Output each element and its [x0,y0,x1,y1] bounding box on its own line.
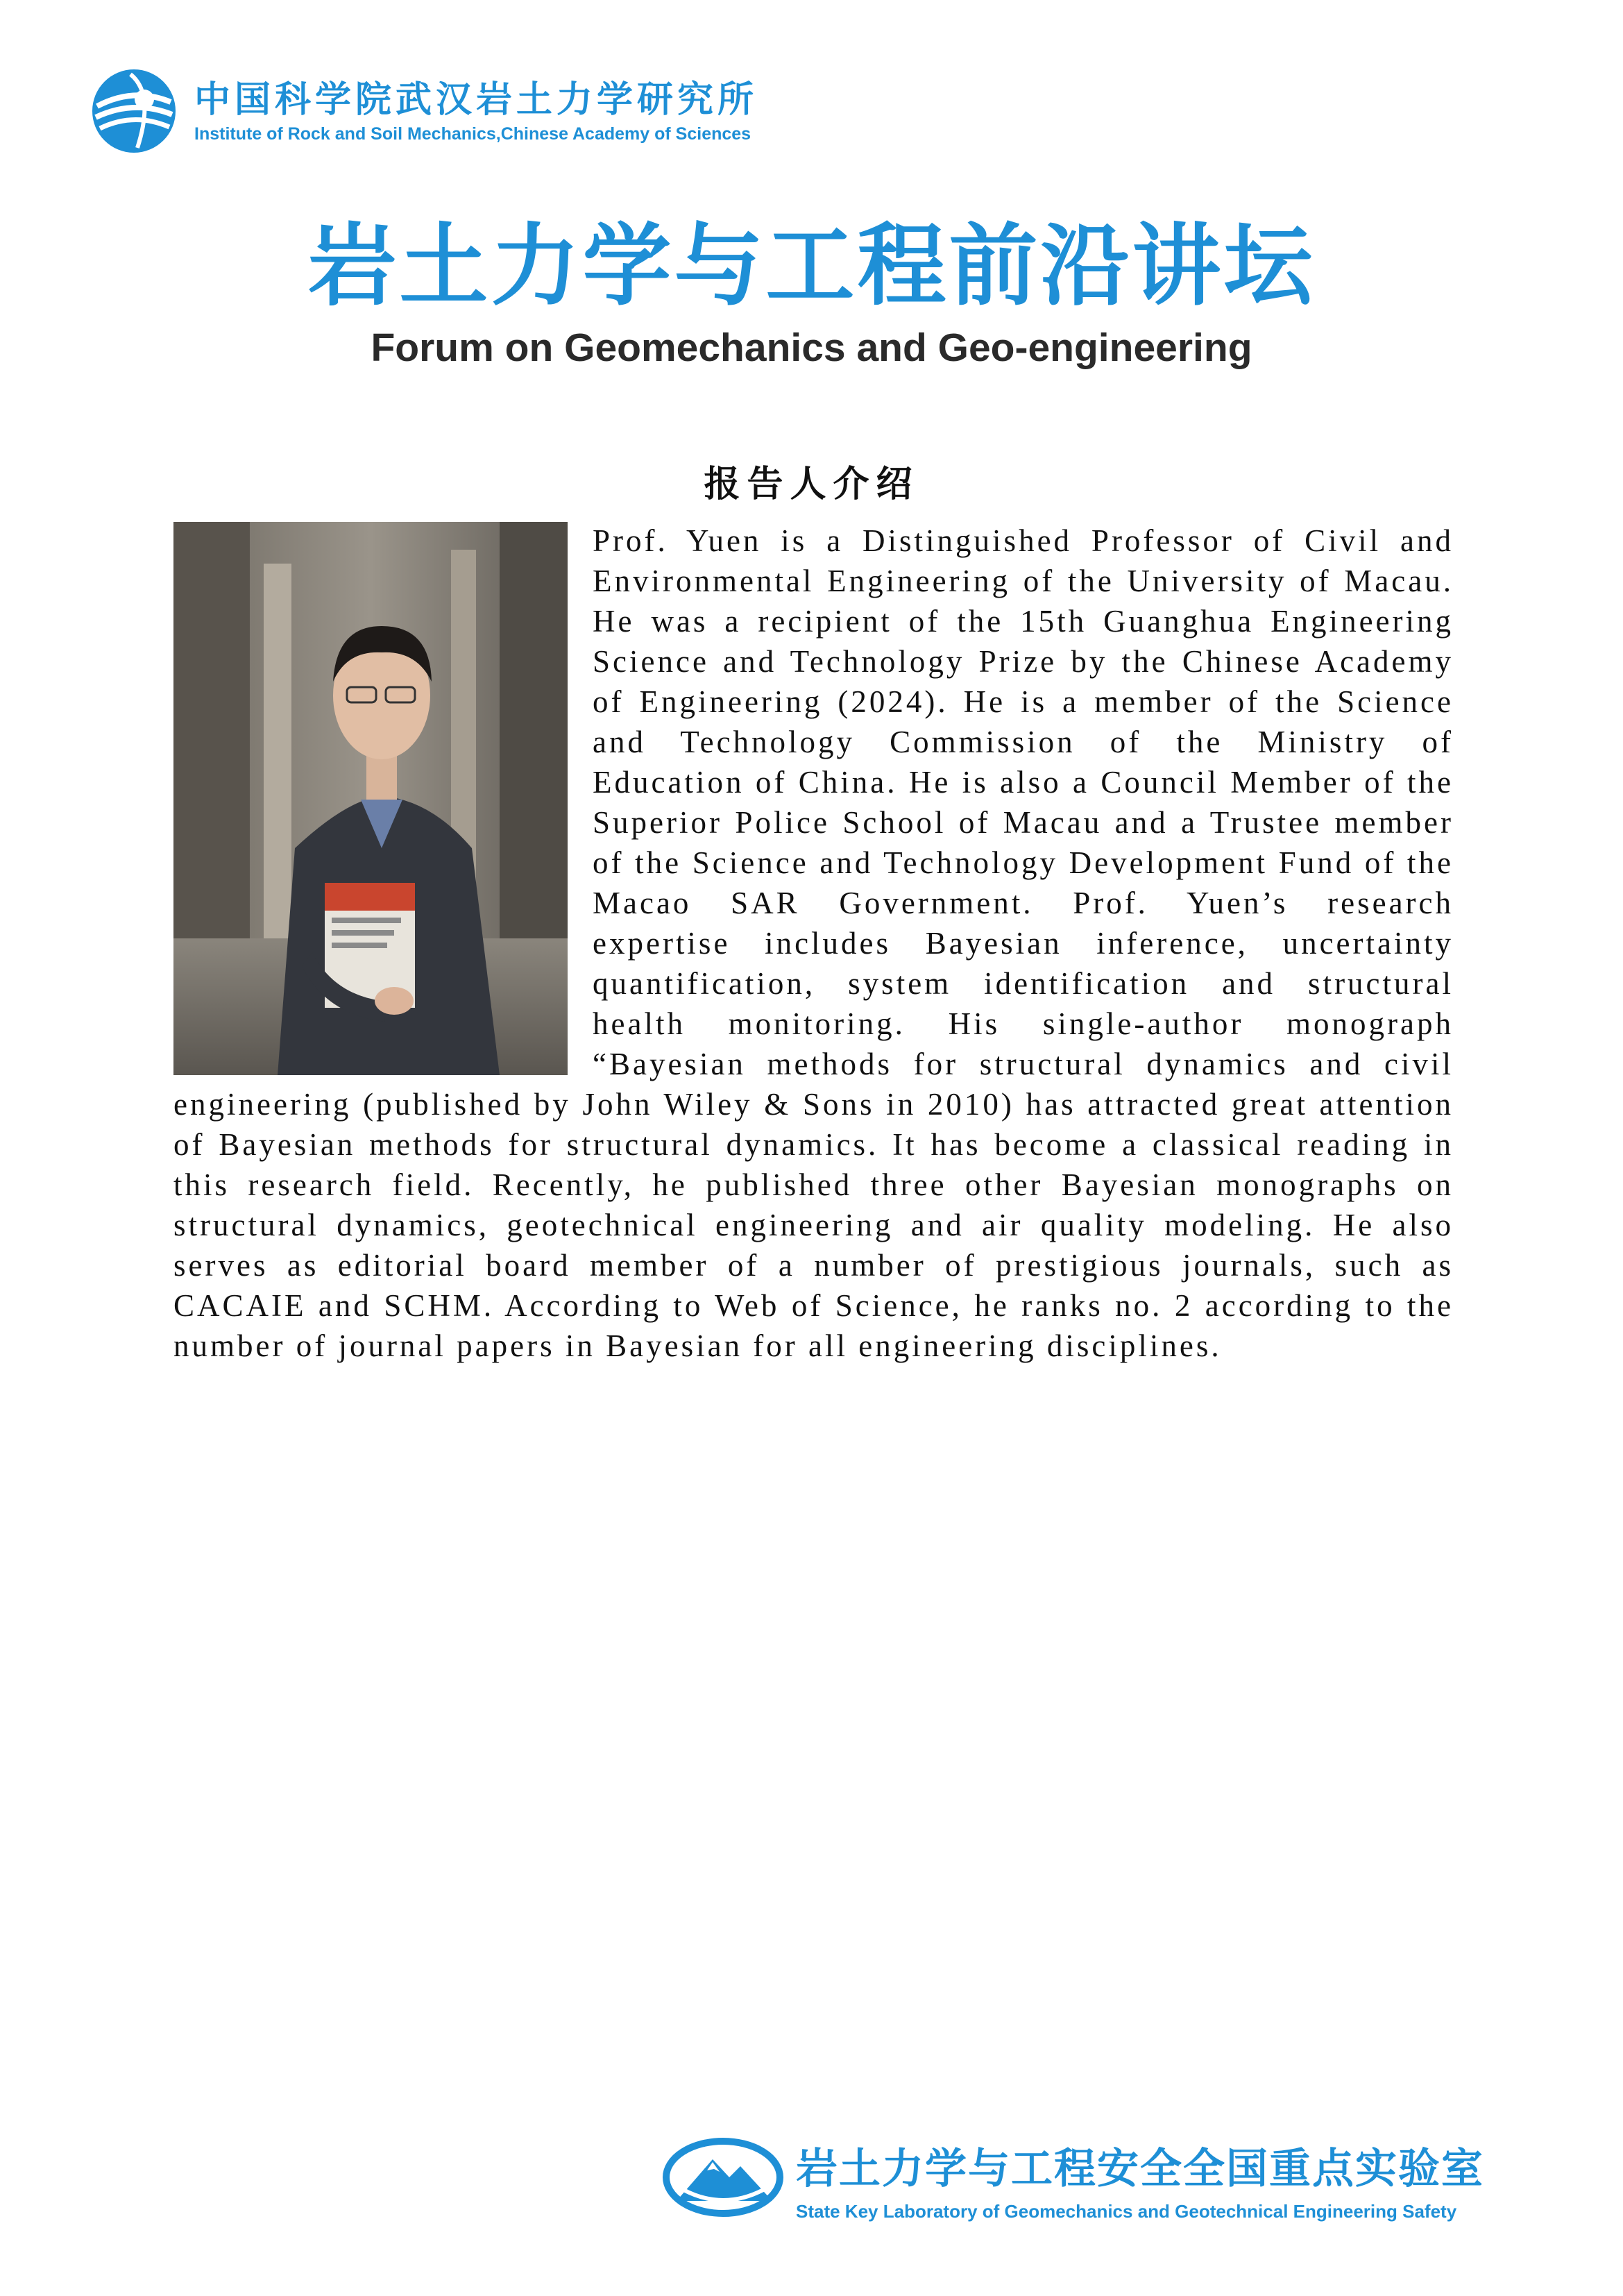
speaker-portrait-photo [173,522,568,1075]
forum-title-en: Forum on Geomechanics and Geo-engineering [371,326,1252,370]
speaker-section-title: 报告人介绍 [704,464,919,505]
speaker-bio-text: Prof. Yuen is a Distinguished Professor of Civil and Environmental Engineering of the University of Macau. He was a recipient of the 15th Guanghua Engineering Science and Technology Prize by the Chinese Academy of Engineering (2024). He is a member of the Science and Technology Commission of the Ministry of Education of China. He is also a Council Member of the Superior Police School of Macau and a Trustee member of the Science and Technology Development Fund of the Macao SAR Government. Prof. Yuen’s research expertise includes Bayesian inference, uncertainty quantification, system identification and structural health monitoring. His single-author monograph “Bayesian methods for structural dynamics and civil engineering (published by John Wiley & Sons in 2010) has attracted great attention of Bayesian methods for structural dynamics. It has become a classical reading in this research field. Recently, he published three other Bayesian monographs on structural dynamics, geotechnical engineering and air quality modeling. He also serves as editorial board member of a number of prestigious journals, such as CACAIE and SCHM. According to Web of Science, he ranks no. 2 according to the number of journal papers in Bayesian for all engineering disciplines. [173,523,1454,1363]
forum-title-cn: 岩土力学与工程前沿讲坛 [307,214,1316,318]
institute-name-en: Institute of Rock and Soil Mechanics,Chinese Academy of Sciences [194,124,751,144]
lab-mountain-logo-icon [663,2134,784,2218]
lab-name-en: State Key Laboratory of Geomechanics and Geotechnical Engineering Safety [796,2201,1457,2222]
institute-globe-logo-icon [89,66,179,156]
institute-header [89,66,852,156]
speaker-bio [173,521,1454,1366]
lab-footer [663,2134,1558,2238]
lab-name-cn: 岩土力学与工程安全全国重点实验室 [796,2145,1484,2193]
speaker-photo-graphic [173,522,568,1075]
institute-name-cn: 中国科学院武汉岩土力学研究所 [194,79,758,121]
